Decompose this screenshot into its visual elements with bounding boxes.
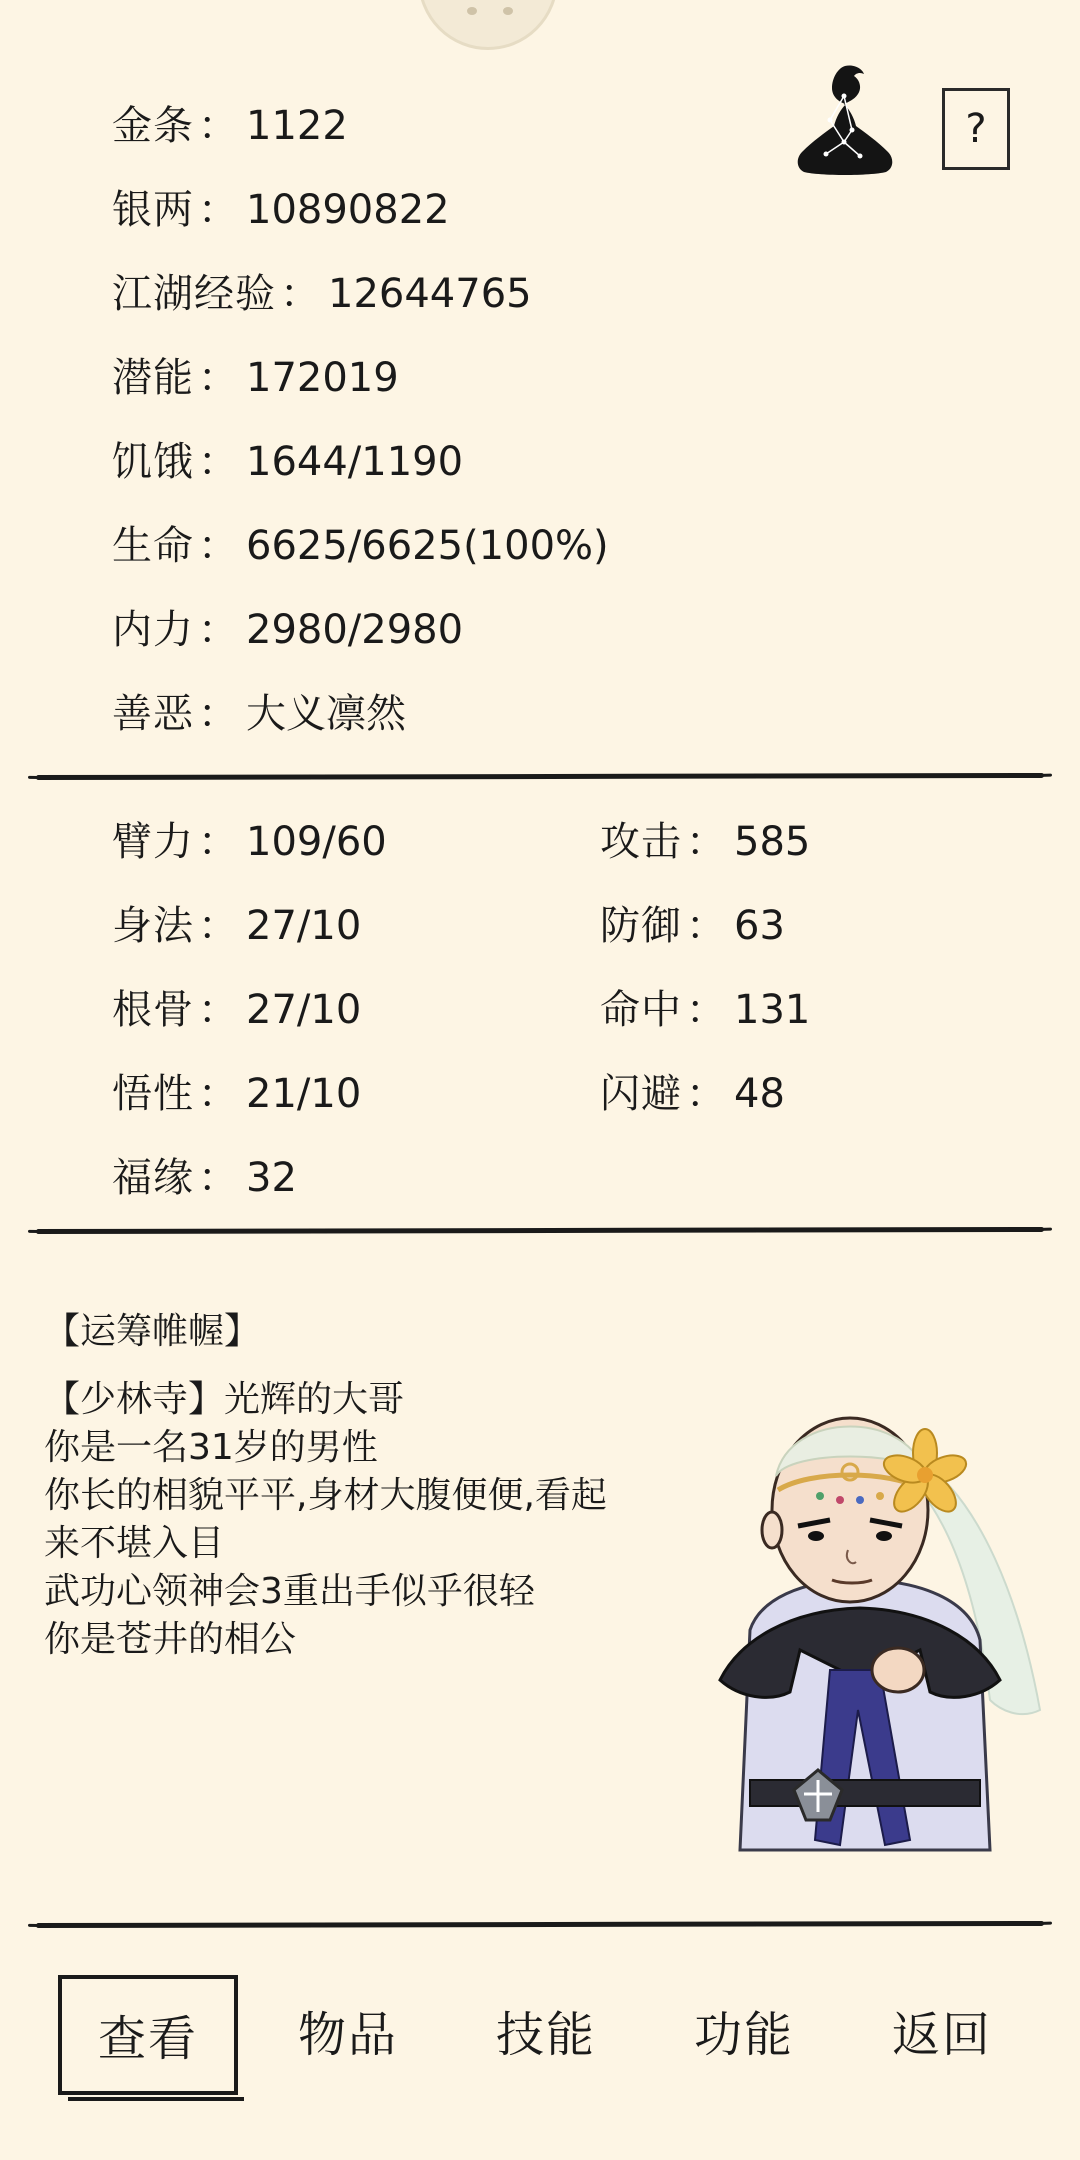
- attr-strength: 臂力 ： 109/60: [112, 819, 387, 865]
- nav-functions-button[interactable]: 功能: [693, 2007, 794, 2063]
- help-button[interactable]: [942, 88, 1010, 170]
- notch-ear-left: [467, 7, 477, 15]
- bio-line: 你是苍井的相公: [44, 1619, 297, 1660]
- stat-potential: 潜能 ： 172019: [112, 355, 399, 401]
- attr-defense: 防御 ： 63: [600, 903, 785, 949]
- stat-silver: 银两 ： 10890822: [112, 187, 450, 233]
- section-divider-1: [36, 773, 1044, 780]
- nav-back-button[interactable]: 返回: [891, 2007, 992, 2063]
- nav-view-button[interactable]: 查看: [58, 1975, 238, 2095]
- attr-fortune: 福缘 ： 32: [112, 1155, 297, 1201]
- bio-line: 你是一名31岁的男性: [44, 1427, 378, 1468]
- attr-accuracy: 命中 ： 131: [600, 987, 811, 1033]
- section-divider-2: [36, 1227, 1044, 1234]
- bio-line: 【少林寺】光辉的大哥: [44, 1379, 405, 1420]
- stat-experience: 江湖经验 ： 12644765: [112, 271, 532, 317]
- stat-health: 生命 ： 6625/6625(100%): [112, 523, 609, 569]
- bio-line: 来不堪入目: [44, 1523, 225, 1564]
- attr-dodge: 闪避 ： 48: [600, 1071, 785, 1117]
- notch-ear-right: [503, 7, 513, 15]
- bio-line: 你长的相貌平平,身材大腹便便,看起: [44, 1475, 607, 1516]
- attr-attack: 攻击 ： 585: [600, 819, 811, 865]
- attr-comprehension: 悟性 ： 21/10: [112, 1071, 362, 1117]
- bio-line: 武功心领神会3重出手似乎很轻: [44, 1571, 535, 1612]
- question-icon: ?: [965, 106, 987, 152]
- stat-gold-bars: 金条 ： 1122: [112, 103, 348, 149]
- character-portrait: [680, 1380, 1060, 1860]
- stat-morality: 善恶 ： 大义凛然: [112, 691, 406, 737]
- section-divider-3: [36, 1921, 1044, 1928]
- attr-agility: 身法 ： 27/10: [112, 903, 362, 949]
- attr-constitution: 根骨 ： 27/10: [112, 987, 362, 1033]
- nav-items-button[interactable]: 物品: [297, 2007, 398, 2063]
- meditating-silhouette-icon[interactable]: [790, 60, 900, 180]
- stat-internal-force: 内力 ： 2980/2980: [112, 607, 464, 653]
- bottom-nav: [0, 1975, 1080, 2095]
- stat-hunger: 饥饿 ： 1644/1190: [112, 439, 464, 485]
- top-notch-decoration: [418, 0, 558, 50]
- nav-skills-button[interactable]: 技能: [495, 2007, 596, 2063]
- bio-title: 【运筹帷幄】: [44, 1311, 261, 1352]
